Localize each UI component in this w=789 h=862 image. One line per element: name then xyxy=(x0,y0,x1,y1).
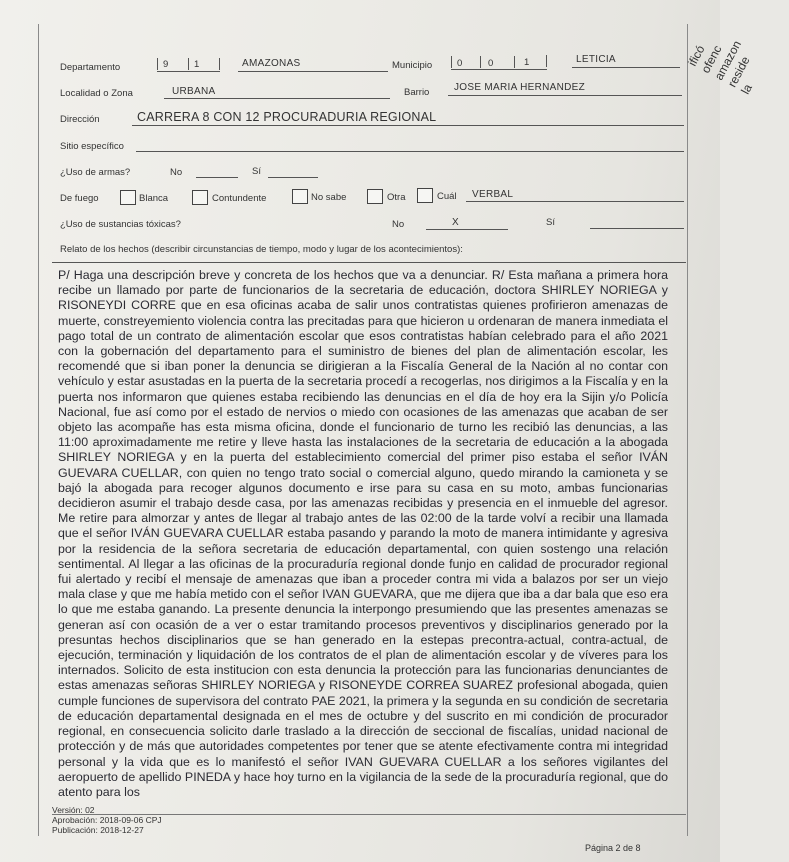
page-number: Página 2 de 8 xyxy=(585,843,641,853)
code-separator xyxy=(219,58,220,70)
departamento-label: Departamento xyxy=(60,62,121,73)
footer-version: Versión: 02 xyxy=(52,805,95,815)
footer-aprobacion: Aprobación: 2018-09-06 CPJ xyxy=(52,815,162,825)
sitio-underline xyxy=(136,151,684,152)
code-separator xyxy=(514,56,515,68)
relato-label: Relato de los hechos (describir circunstancias de tiempo, modo y lugar de los acontecimientos): xyxy=(60,244,463,255)
municipio-underline xyxy=(572,67,680,68)
departamento-underline xyxy=(238,71,388,72)
checkbox-cual[interactable] xyxy=(417,188,433,203)
checkbox-contundente[interactable] xyxy=(192,190,208,205)
departamento-code-2: 1 xyxy=(194,59,200,70)
direccion-value: CARRERA 8 CON 12 PROCURADURIA REGIONAL xyxy=(137,110,437,124)
code-separator xyxy=(451,56,452,68)
departamento-value: AMAZONAS xyxy=(242,58,301,69)
armas-no-field xyxy=(196,177,238,178)
barrio-label: Barrio xyxy=(404,87,430,98)
sitio-label: Sitio específico xyxy=(60,141,124,152)
armas-no-label: No xyxy=(170,167,183,178)
localidad-value: URBANA xyxy=(172,86,216,97)
code-separator xyxy=(546,55,547,67)
cual-underline xyxy=(466,201,684,202)
municipio-code-1: 0 xyxy=(457,58,463,69)
narrative-paragraph: P/ Haga una descripción breve y concreta de los hechos que va a denunciar. R/ Esta mañana a primera hora recibe un llamado por parte de funcionarios de la secretaria de educación, doctora SHIRLEY NORIEGA y RISONEYDI CORRE que en esa oficinas acaba de salir unos contratistas quienes profirieron amenazas de muerte, constreyemiento violencia contra las precitadas para que hicieron u ordenaran de manera inmediata el pago total de un contrato de alimentación escolar que esos contratistas habían celebrado para el año 2021 con la gobernación del departamento para el suministro de bienes del plan de alimentación escolar, les recomendé que si iban poner la denuncia se dirigieran a la Fiscalía General de la Nación al no contar con vehículo y estar asustadas en la puerta de la secretaria procedí a recogerlas, nos dirigimos a la Fiscalía y en la puerta nos informaron que quienes estaba recibiendo las denuncias en el día de hoy era la Sijin y/o Policía Nacional, fue así como por el estado de nervios o miedo con ocasiones de las amenazas que acaban de ser objeto las acompañe has esta misma oficina, donde el funcionario de turno les recibió las denuncias, a las 11:00 aproximadamente me retire y lleve hasta las instalaciones de la secretaria de educación a la abogada SHIRLEY NORIEGA y en la puerta del establecimiento comercial del primer piso estaba el señor IVÁN GUEVARA CUELLAR, con quien no tengo trato social o comercial alguno, quedo mirando la camioneta y se bajó la abogada para recoger algunos documento e irse para su casa en su moto, ambas funcionarias decidieron asumir el trabajo desde casa, por las amenazas recibidas y presencia en el inmueble del agresor. Me retire para almorzar y antes de llegar al trabajo antes de las 02:00 de la tarde volví a recibir una llamada que el señor IVÁN GUEVARA CUELLAR estaba pasando y parando la moto de manera intimidante y agresiva por la residencia de la señora secretaria de educación departamental, con quien sostengo una relación sentimental. Al llegar a las oficinas de la procuraduría regional donde funjo en calidad de procurador regional fui alertado y recibí el mensaje de amenazas que iban a proceder contra mi vida a balazos por ser un viejo mala clase y que me había metido con el señor IVAN GUEVARA, que me dijera que iba a dar bala que eso era lo que me estaba ganando. La presente denuncia la interpongo presumiendo que las presentes amenazas se generan así con ocasión de a ver o estar tramitando procesos preventivos y disciplinarios generado por la presuntas hechos disciplinarios que se han generado en la estepas precontra-actual, contra-actual, de ejecución, terminación y liquidación de los contratos de el plan de alimentación escolar y de víveres para los internados. Solicito de esta institucion con esta denuncia la protección para las funcionarias denunciantes de estas amenazas señoras SHIRLEY NORIEGA y RISONEYDE CORREA SUAREZ profesional abogada, quien cumple funciones de supervisora del contrato PAE 2021, la primera y la segunda en su condición de secretaria de educación departamental designada en el mes de octubre y del suscrito en mi condición de procurador regional, en consecuencia solicito darle traslado a la dirección de seccional de fiscalías, unidad nacional de protección y de más que autoridades competentes por tener que se atente efectivamente contra mi integridad personal y la vida que es lo manifestó el señor IVAN GUEVARA CUELLAR a los señores vigilantes del aeropuerto de apellido PINEDA y hace hoy turno en la vigilancia de la sede de la procuraduría regional, que do atento para los xyxy=(58,268,668,799)
localidad-label: Localidad o Zona xyxy=(60,88,133,99)
sustancias-no-field xyxy=(426,229,508,230)
cual-value: VERBAL xyxy=(472,189,514,200)
code-separator xyxy=(188,58,189,70)
sustancias-no-label: No xyxy=(392,219,405,230)
option-otra: Otra xyxy=(387,192,406,203)
sustancias-no-mark: X xyxy=(452,217,459,228)
code-separator xyxy=(480,56,481,68)
checkbox-otra[interactable] xyxy=(367,189,383,204)
armas-si-label: Sí xyxy=(252,166,261,177)
municipio-code-3: 1 xyxy=(524,57,530,68)
municipio-label: Municipio xyxy=(392,60,433,71)
sustancias-si-label: Sí xyxy=(546,217,555,228)
barrio-value: JOSE MARIA HERNANDEZ xyxy=(454,82,586,93)
municipio-code-2: 0 xyxy=(488,58,494,69)
localidad-underline xyxy=(164,98,390,99)
barrio-underline xyxy=(448,95,682,96)
checkbox-blanca[interactable] xyxy=(120,190,136,205)
checkbox-no-sabe[interactable] xyxy=(292,189,308,204)
armas-label: ¿Uso de armas? xyxy=(60,167,131,178)
code-separator xyxy=(157,58,158,70)
sustancias-label: ¿Uso de sustancias tóxicas? xyxy=(60,219,181,230)
narrative-text xyxy=(58,268,668,800)
option-no-sabe: No sabe xyxy=(311,192,347,203)
code-underline xyxy=(451,69,547,70)
footer-meta xyxy=(52,805,162,835)
fuego-label: De fuego xyxy=(60,193,99,204)
option-contundente: Contundente xyxy=(212,193,267,204)
cual-label: Cuál xyxy=(437,191,457,202)
sustancias-si-field xyxy=(590,228,684,229)
edge-text-fragment: ificó ofenc amazon reside la xyxy=(685,38,755,97)
departamento-code-1: 9 xyxy=(163,59,169,70)
municipio-value: LETICIA xyxy=(576,54,616,65)
direccion-label: Dirección xyxy=(60,114,100,125)
armas-si-field xyxy=(268,177,318,178)
option-blanca: Blanca xyxy=(139,193,169,204)
code-underline xyxy=(157,71,220,72)
footer-publicacion: Publicación: 2018-12-27 xyxy=(52,825,144,835)
relato-divider xyxy=(52,262,686,263)
direccion-underline xyxy=(132,125,684,126)
